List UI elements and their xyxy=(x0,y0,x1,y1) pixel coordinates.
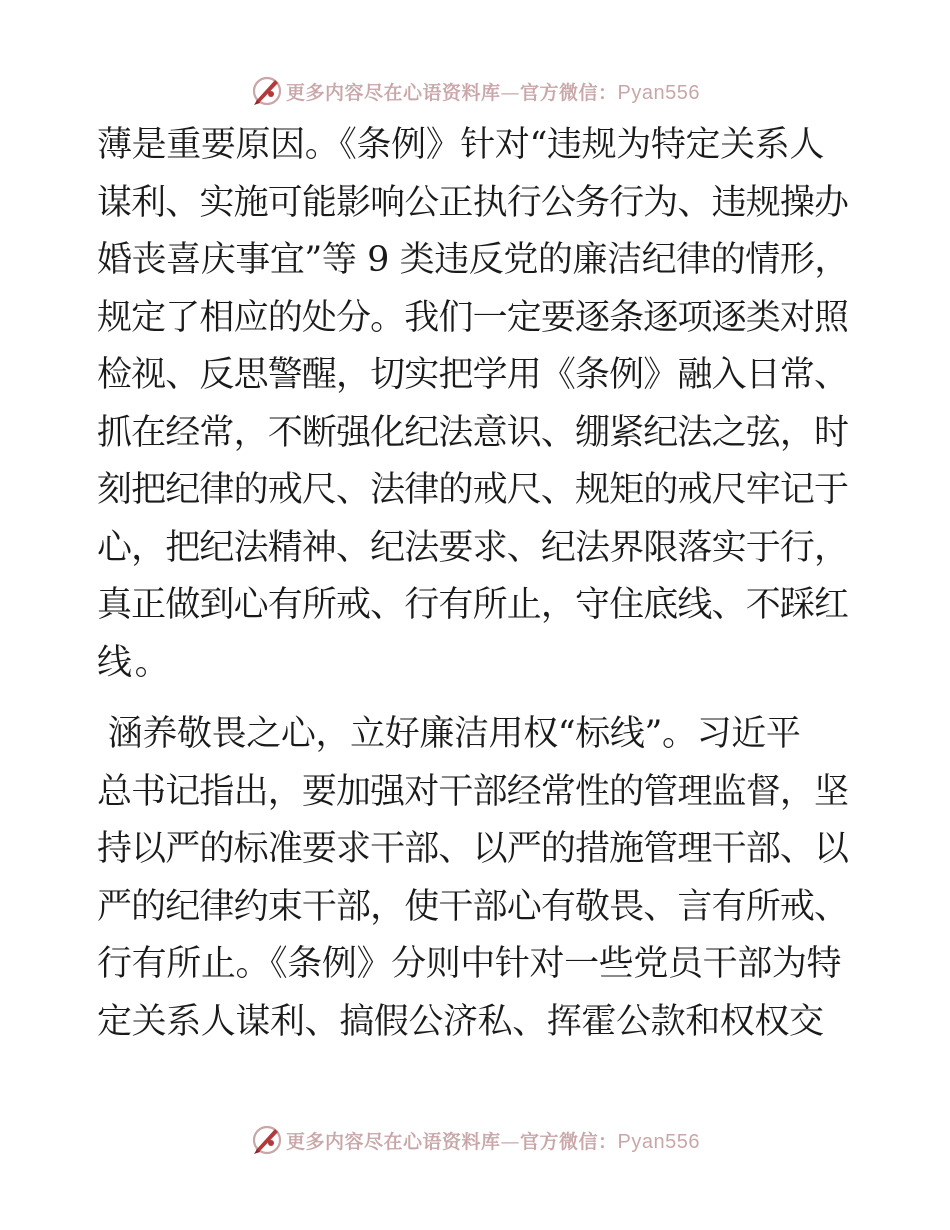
text-line: 婚丧喜庆事宜”等 9 类违反党的廉洁纪律的情形， xyxy=(97,240,849,280)
paragraph-1 xyxy=(97,117,857,692)
text-line: 谋利、实施可能影响公正执行公务行为、违规操办 xyxy=(97,182,849,223)
text-line: 线。 xyxy=(97,642,173,683)
text-line: 薄是重要原因。《条例》针对“违规为特定关系人 xyxy=(97,125,825,165)
pen-circle-logo-icon xyxy=(250,74,284,108)
text-line: 行有所止。《条例》分则中针对一些党员干部为特 xyxy=(97,944,842,984)
text-line: 规定了相应的处分。我们一定要逐条逐项逐类对照 xyxy=(97,297,849,338)
watermark-text: 更多内容尽在心语资料库—官方微信：Pyan556 xyxy=(286,1130,700,1153)
paragraph-2 xyxy=(97,706,857,1051)
document-body xyxy=(97,117,857,1051)
text-line: 检视、反思警醒，切实把学用《条例》融入日常、 xyxy=(97,355,849,395)
text-line: 涵养敬畏之心，立好廉洁用权“标线”。习近平 xyxy=(97,714,801,754)
text-line: 刻把纪律的戒尺、法律的戒尺、规矩的戒尺牢记于 xyxy=(97,470,849,510)
text-line: 心，把纪法精神、纪法要求、纪法界限落实于行， xyxy=(97,527,849,568)
watermark-text: 更多内容尽在心语资料库—官方微信：Pyan556 xyxy=(286,81,700,104)
text-line: 总书记指出，要加强对干部经常性的管理监督，坚 xyxy=(97,771,849,812)
pen-circle-logo-icon xyxy=(250,1123,284,1157)
text-line: 持以严的标准要求干部、以严的措施管理干部、以 xyxy=(97,829,849,869)
text-line: 严的纪律约束干部，使干部心有敬畏、言有所戒、 xyxy=(97,886,849,927)
text-line: 抓在经常，不断强化纪法意识、绷紧纪法之弦，时 xyxy=(97,412,849,453)
footer-watermark xyxy=(0,1120,950,1160)
header-watermark xyxy=(0,71,950,111)
text-line: 真正做到心有所戒、行有所止，守住底线、不踩红 xyxy=(97,585,849,625)
text-line: 定关系人谋利、搞假公济私、挥霍公款和权权交 xyxy=(97,1001,824,1042)
